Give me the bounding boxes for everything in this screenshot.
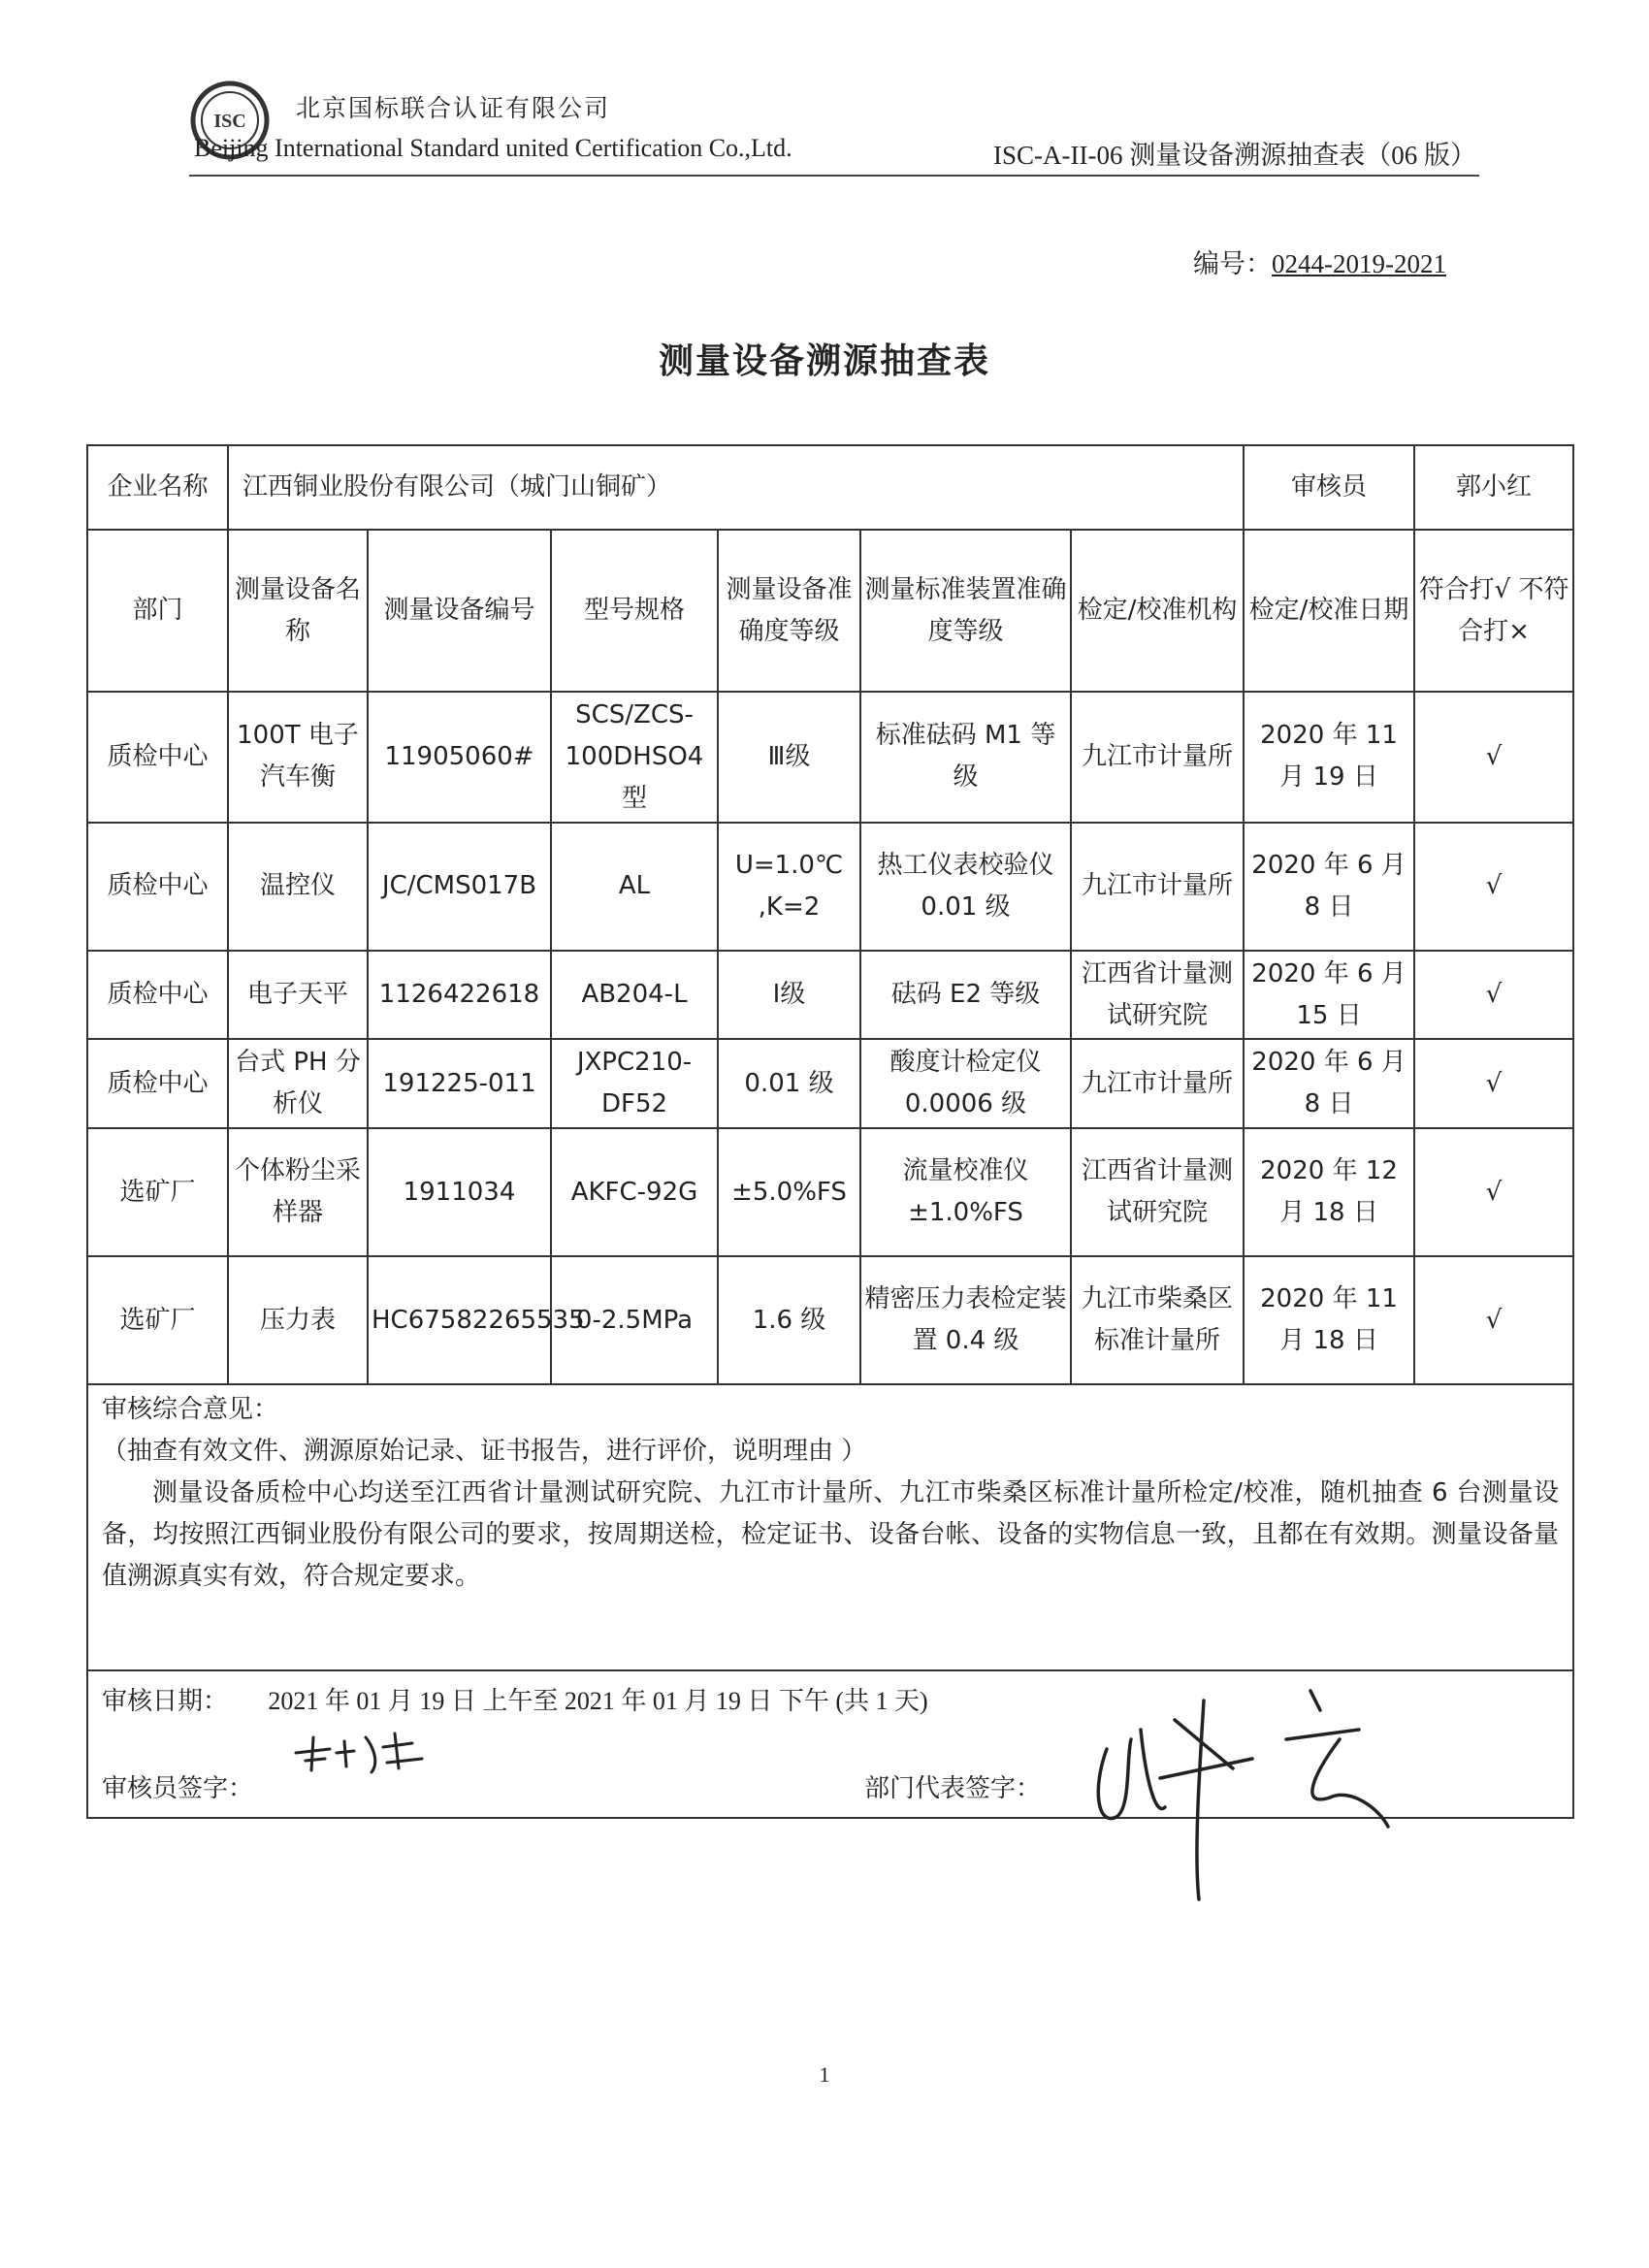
row-standard: 酸度计检定仪 0.0006 级 [860, 1039, 1071, 1128]
dept-signature-area [864, 1768, 1041, 1810]
col-header-code: 测量设备编号 [368, 530, 551, 692]
audit-cell [87, 1670, 1573, 1818]
row-dept: 选矿厂 [87, 1256, 228, 1384]
auditor-label: 审核员 [1244, 445, 1414, 530]
table-row [87, 1039, 1573, 1128]
row-standard: 标准砝码 M1 等级 [860, 692, 1071, 823]
row-code: JC/CMS017B [368, 823, 551, 951]
equipment-table [86, 444, 1574, 1819]
col-header-org: 检定/校准机构 [1071, 530, 1244, 692]
row-org: 九江市柴桑区标准计量所 [1071, 1256, 1244, 1384]
col-header-accuracy: 测量设备准确度等级 [718, 530, 860, 692]
row-org: 江西省计量测试研究院 [1071, 951, 1244, 1040]
dept-signature [1087, 1662, 1407, 1904]
col-header-name: 测量设备名称 [228, 530, 368, 692]
col-header-date: 检定/校准日期 [1244, 530, 1414, 692]
audit-date-label: 审核日期： [102, 1687, 229, 1717]
form-id: ISC-A-II-06 测量设备溯源抽查表（06 版） [993, 141, 1476, 170]
col-header-standard: 测量标准装置准确度等级 [860, 530, 1071, 692]
audit-date [102, 1681, 928, 1723]
row-dept: 质检中心 [87, 1039, 228, 1128]
row-date: 2020 年 11 月 18 日 [1244, 1256, 1414, 1384]
row-org: 江西省计量测试研究院 [1071, 1128, 1244, 1256]
opinion-row [87, 1384, 1573, 1670]
enterprise-name-value: 江西铜业股份有限公司（城门山铜矿） [228, 445, 1244, 530]
svg-text:ISC: ISC [213, 111, 246, 132]
row-name: 温控仪 [228, 823, 368, 951]
row-model: AL [551, 823, 718, 951]
audit-row [87, 1670, 1573, 1818]
row-org: 九江市计量所 [1071, 823, 1244, 951]
row-accuracy: ±5.0%FS [718, 1128, 860, 1256]
row-accuracy: 1.6 级 [718, 1256, 860, 1384]
row-accuracy: U=1.0℃ ,K=2 [718, 823, 860, 951]
auditor-sign-label: 审核员签字： [102, 1774, 254, 1804]
row-dept: 选矿厂 [87, 1128, 228, 1256]
row-code: 191225-011 [368, 1039, 551, 1128]
row-name: 压力表 [228, 1256, 368, 1384]
table-row [87, 692, 1573, 823]
row-code: 11905060# [368, 692, 551, 823]
row-result: √ [1414, 692, 1573, 823]
table-row [87, 951, 1573, 1040]
auditor-signature-area [102, 1768, 253, 1810]
row-dept: 质检中心 [87, 692, 228, 823]
row-name: 100T 电子汽车衡 [228, 692, 368, 823]
row-name: 台式 PH 分析仪 [228, 1039, 368, 1128]
row-accuracy: Ⅰ级 [718, 951, 860, 1040]
row-name: 个体粉尘采样器 [228, 1128, 368, 1256]
row-model: JXPC210-DF52 [551, 1039, 718, 1128]
company-name-en: Beijing International Standard united Certification Co.,Ltd. [194, 134, 792, 162]
opinion-label: 审核综合意见： [102, 1395, 279, 1425]
row-model: 0-2.5MPa [551, 1256, 718, 1384]
row-standard: 砝码 E2 等级 [860, 951, 1071, 1040]
table-row [87, 1256, 1573, 1384]
row-dept: 质检中心 [87, 951, 228, 1040]
opinion-hint: （抽查有效文件、溯源原始记录、证书报告，进行评价，说明理由 ） [102, 1437, 867, 1467]
enterprise-name-label: 企业名称 [87, 445, 228, 530]
row-org: 九江市计量所 [1071, 692, 1244, 823]
row-date: 2020 年 6 月 15 日 [1244, 951, 1414, 1040]
row-code: 1126422618 [368, 951, 551, 1040]
opinion-cell [87, 1384, 1573, 1670]
opinion-text: 测量设备质检中心均送至江西省计量测试研究院、九江市计量所、九江市柴桑区标准计量所检定/校准，随机抽查 6 台测量设备，均按照江西铜业股份有限公司的要求，按周期送检，检定证书、设备台帐、设备的实物信息一致，且都在有效期。测量设备量值溯源真实有效，符合规定要求。 [102, 1478, 1560, 1591]
header-rule [189, 175, 1479, 177]
auditor-signature [286, 1724, 441, 1782]
row-model: AKFC-92G [551, 1128, 718, 1256]
table-row [87, 1128, 1573, 1256]
audit-date-value: 2021 年 01 月 19 日 上午至 2021 年 01 月 19 日 下午 (共 1 天) [268, 1687, 928, 1716]
table-row [87, 823, 1573, 951]
row-code: 1911034 [368, 1128, 551, 1256]
doc-number-value: 0244-2019-2021 [1272, 249, 1446, 278]
row-model: AB204-L [551, 951, 718, 1040]
row-date: 2020 年 6 月 8 日 [1244, 823, 1414, 951]
col-header-result: 符合打√ 不符合打× [1414, 530, 1573, 692]
page-number: 1 [819, 2062, 830, 2087]
company-name-cn: 北京国标联合认证有限公司 [296, 94, 611, 122]
row-result: √ [1414, 823, 1573, 951]
row-standard: 热工仪表校验仪 0.01 级 [860, 823, 1071, 951]
dept-sign-label: 部门代表签字： [864, 1774, 1042, 1804]
row-model: SCS/ZCS-100DHSO4型 [551, 692, 718, 823]
row-name: 电子天平 [228, 951, 368, 1040]
doc-number [1193, 243, 1446, 280]
row-accuracy: Ⅲ级 [718, 692, 860, 823]
column-header-row [87, 530, 1573, 692]
row-result: √ [1414, 1128, 1573, 1256]
row-code: HC67582265535 [368, 1256, 551, 1384]
col-header-dept: 部门 [87, 530, 228, 692]
row-date: 2020 年 6 月 8 日 [1244, 1039, 1414, 1128]
enterprise-row [87, 445, 1573, 530]
row-result: √ [1414, 951, 1573, 1040]
row-date: 2020 年 11 月 19 日 [1244, 692, 1414, 823]
row-dept: 质检中心 [87, 823, 228, 951]
doc-number-label: 编号： [1193, 249, 1272, 278]
auditor-value: 郭小红 [1414, 445, 1573, 530]
page-title: 测量设备溯源抽查表 [658, 341, 990, 381]
row-accuracy: 0.01 级 [718, 1039, 860, 1128]
row-result: √ [1414, 1039, 1573, 1128]
row-result: √ [1414, 1256, 1573, 1384]
row-standard: 流量校准仪 ±1.0%FS [860, 1128, 1071, 1256]
col-header-model: 型号规格 [551, 530, 718, 692]
row-org: 九江市计量所 [1071, 1039, 1244, 1128]
row-date: 2020 年 12 月 18 日 [1244, 1128, 1414, 1256]
row-standard: 精密压力表检定装置 0.4 级 [860, 1256, 1071, 1384]
